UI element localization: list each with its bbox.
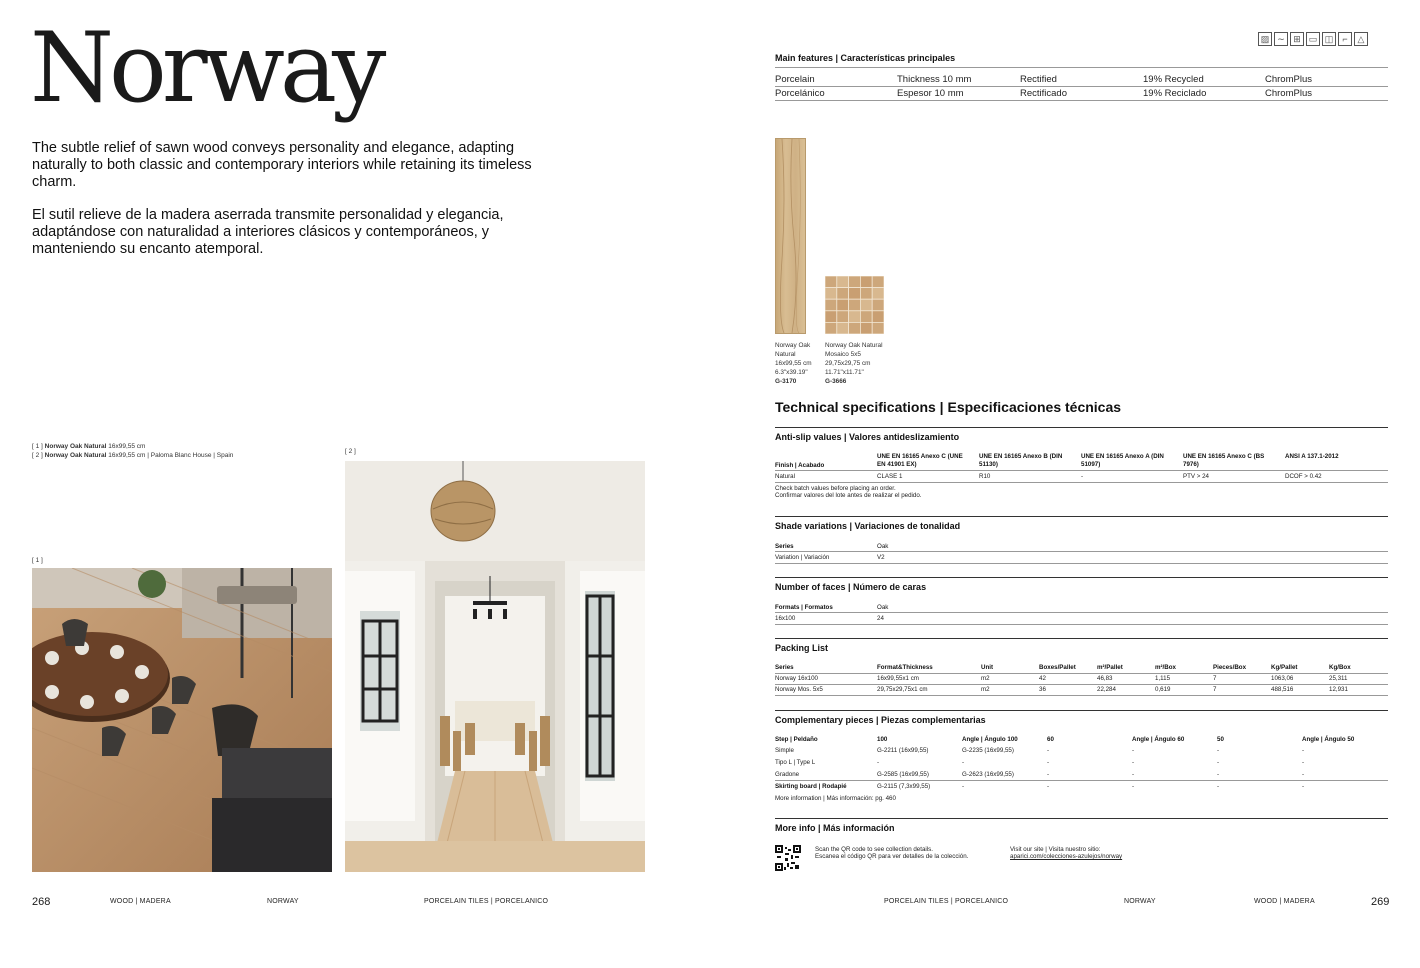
feature-technology: ChromPlus [1265,74,1312,85]
complementary-cell: - [1047,771,1050,778]
tech-specs-title: Technical specifications | Especificaciones técnicas [775,399,1122,415]
footer-right-material: PORCELAIN TILES | PORCELANICO [884,898,1009,905]
packing-cell: 7 [1213,686,1217,693]
tile-pattern-icon: ▨ [1258,32,1272,46]
swatch-2-caption [825,341,883,386]
complementary-header: Step | Peldaño [775,736,818,743]
complementary-cell: G-2211 (16x99,55) [877,747,929,754]
skirting-cell: - [1302,783,1305,790]
swatch-plank [775,138,806,334]
packing-header: Boxes/Pallet [1039,664,1076,671]
packing-cell: m2 [981,675,990,682]
antislip-note-en: Check batch values before placing an order. [775,485,896,492]
complementary-cell: - [1217,759,1220,766]
complementary-cell: - [1047,759,1050,766]
packing-title: Packing List [775,643,829,653]
complementary-cell: Tipo L | Type L [775,759,816,766]
page-number-left: 268 [32,896,51,908]
shade-cell: V2 [877,554,885,561]
antislip-title: Anti-slip values | Valores antideslizamiento [775,432,960,442]
antislip-cell: DCOF > 0.42 [1285,473,1322,480]
packing-header: Format&Thickness [877,664,933,671]
packing-cell: 46,83 [1097,675,1113,682]
footer-left-collection: NORWAY [267,898,299,905]
swatch-1-caption [775,341,812,386]
divider [775,516,1388,517]
antislip-header-bs: UNE EN 16165 Anexo C (BS 7976) [1183,453,1265,468]
skirting-cell: - [962,783,965,790]
packing-cell: 1,115 [1155,675,1171,682]
site-link[interactable]: aparici.com/colecciones-azulejos/norway [1010,853,1123,860]
complementary-cell: - [1047,747,1050,754]
complementary-header: Angle | Ángulo 60 [1132,736,1185,743]
divider [775,624,1388,625]
qr-text-en: Scan the QR code to see collection details. [815,846,933,853]
swatch-1-name: Norway Oak [775,342,811,349]
shade-header-series: Series [775,543,794,550]
complementary-cell: - [1302,771,1305,778]
divider [775,710,1388,711]
antislip-cell: PTV > 24 [1183,473,1209,480]
packing-cell: 488,516 [1271,686,1294,693]
packing-cell: 16x99,55x1 cm [877,675,919,682]
divider [775,100,1388,101]
divider [775,695,1388,696]
outdoor-icon: △ [1354,32,1368,46]
complementary-cell: - [1132,771,1135,778]
caption-2-tag: [ 2 ] [32,452,43,459]
complementary-header: Angle | Ángulo 100 [962,736,1018,743]
caption-1 [32,442,145,451]
faces-cell: 24 [877,615,884,622]
swatch-2-name: Norway Oak Natural [825,342,883,349]
usage-icons [1258,32,1368,46]
photo-hallway-dining [345,461,645,872]
page-number-right: 269 [1371,896,1390,908]
complementary-cell: - [1217,747,1220,754]
divider [775,638,1388,639]
wave-icon: ∼ [1274,32,1288,46]
wall-icon: ◫ [1322,32,1336,46]
swatch-1-code: G-3170 [775,378,797,385]
packing-cell: 22,284 [1097,686,1116,693]
feature-material: Porcelain [775,74,815,85]
antislip-header-c: UNE EN 16165 Anexo C (UNE EN 41901 EX) [877,453,963,468]
photo-2-tag: [ 2 ] [345,448,356,455]
shade-cell: Variation | Variación [775,554,830,561]
more-info-title: More info | Más información [775,823,895,833]
complementary-cell: Gradone [775,771,800,778]
antislip-header-finish: Finish | Acabado [775,462,825,469]
divider [775,780,1388,781]
swatch-2-format: Mosaico 5x5 [825,351,861,358]
complementary-more: More information | Más información: pg. 460 [775,795,896,802]
divider [775,612,1388,613]
packing-header: Kg/Pallet [1271,664,1298,671]
divider [775,684,1388,685]
complementary-cell: G-2623 (16x99,55) [962,771,1014,778]
packing-header: m²/Box [1155,664,1176,671]
packing-cell: 7 [1213,675,1217,682]
caption-2-detail: 16x99,55 cm | Paloma Blanc House | Spain [108,452,234,459]
divider [775,482,1388,483]
divider [775,67,1388,68]
footer-right-collection: NORWAY [1124,898,1156,905]
divider [775,563,1388,564]
feature-technology-es: ChromPlus [1265,88,1312,99]
divider [775,818,1388,819]
complementary-cell: - [1132,759,1135,766]
footer-left-category: WOOD | MADERA [110,898,171,905]
antislip-note-es: Confirmar valores del lote antes de realizar el pedido. [775,492,922,499]
complementary-cell: - [1217,771,1220,778]
skirting-cell: G-2115 (7,3x99,55) [877,783,931,790]
complementary-header: Angle | Ángulo 50 [1302,736,1355,743]
swatch-1-size-cm: 16x99,55 cm [775,360,812,367]
antislip-cell: R10 [979,473,991,480]
complementary-title: Complementary pieces | Piezas complementarias [775,715,986,725]
antislip-cell: CLASE 1 [877,473,903,480]
complementary-cell: Simple [775,747,794,754]
packing-cell: 1063,06 [1271,675,1294,682]
swatch-2-code: G-3666 [825,378,847,385]
floor-icon: ▭ [1306,32,1320,46]
complementary-cell: - [877,759,880,766]
footer-left-material: PORCELAIN TILES | PORCELANICO [424,898,549,905]
main-features-title: Main features | Características principales [775,53,956,63]
feature-thickness-es: Espesor 10 mm [897,88,964,99]
intro-spanish: El sutil relieve de la madera aserrada transmite personalidad y elegancia, adaptándose con naturalidad a interiores clásicos y contemporáneos, y manteniendo su encanto atemporal. [32,207,504,257]
packing-cell: m2 [981,686,990,693]
qr-text-es: Escanea el código QR para ver detalles de la colección. [815,853,969,860]
complementary-header: 60 [1047,736,1054,743]
skirting-cell: - [1132,783,1135,790]
complementary-cell: G-2585 (16x99,55) [877,771,929,778]
intro-english: The subtle relief of sawn wood conveys personality and elegance, adapting naturally to both classic and contemporary interiors while retaining its timeless charm. [32,140,532,190]
packing-cell: 12,931 [1329,686,1348,693]
antislip-cell: - [1081,473,1084,480]
complementary-cell: - [962,759,965,766]
complementary-cell: - [1302,747,1305,754]
feature-recycled-es: 19% Reciclado [1143,88,1207,99]
packing-header: Pieces/Box [1213,664,1247,671]
divider [775,470,1388,471]
antislip-cell: Natural [775,473,795,480]
footer-right-category: WOOD | MADERA [1254,898,1315,905]
shade-header-oak: Oak [877,543,889,550]
feature-material-es: Porcelánico [775,88,825,99]
grid-icon: ⊞ [1290,32,1304,46]
faces-title: Number of faces | Número de caras [775,582,927,592]
skirting-cell: Skirting board | Rodapié [775,783,847,790]
packing-cell: Norway 16x100 [775,675,818,682]
complementary-header: 50 [1217,736,1224,743]
divider [775,577,1388,578]
feature-recycled: 19% Recycled [1143,74,1204,85]
antislip-header-b: UNE EN 16165 Anexo B (DIN 51130) [979,453,1063,468]
swatch-1-size-in: 6.3"x39.19" [775,369,808,376]
skirting-cell: - [1217,783,1220,790]
packing-cell: 25,311 [1329,675,1348,682]
packing-header: m²/Pallet [1097,664,1123,671]
complementary-header: 100 [877,736,888,743]
divider [775,86,1388,87]
feature-thickness: Thickness 10 mm [897,74,972,85]
divider [775,551,1388,552]
swatch-1-finish: Natural [775,351,796,358]
caption-2 [32,451,233,460]
stairs-icon: ⌐ [1338,32,1352,46]
caption-1-tag: [ 1 ] [32,443,43,450]
faces-cell: 16x100 [775,615,796,622]
packing-cell: 36 [1039,686,1046,693]
caption-1-name: Norway Oak Natural [44,443,107,450]
packing-cell: 42 [1039,675,1046,682]
packing-header: Series [775,664,794,671]
divider [775,673,1388,674]
photo-dining-room [32,568,332,872]
qr-code[interactable] [775,845,801,871]
caption-1-detail: 16x99,55 cm [108,443,146,450]
complementary-cell: - [1132,747,1135,754]
antislip-header-ansi: ANSI A 137.1-2012 [1285,453,1339,460]
antislip-header-a: UNE EN 16165 Anexo A (DIN 51097) [1081,453,1164,468]
page-title: Norway [30,12,382,124]
site-label: Visit our site | Visita nuestro sitio: [1010,846,1101,853]
feature-edge-es: Rectificado [1020,88,1067,99]
swatch-2-size-cm: 29,75x29,75 cm [825,360,871,367]
swatch-2-size-in: 11.71"x11.71" [825,369,864,376]
swatch-mosaic [825,276,884,334]
photo-1-tag: [ 1 ] [32,557,43,564]
packing-cell: 0,619 [1155,686,1171,693]
complementary-cell: - [1302,759,1305,766]
caption-2-name: Norway Oak Natural [44,452,107,459]
packing-cell: Norway Mos. 5x5 [775,686,823,693]
packing-cell: 29,75x29,75x1 cm [877,686,928,693]
feature-edge: Rectified [1020,74,1057,85]
skirting-cell: - [1047,783,1050,790]
faces-header-format: Formats | Formatos [775,604,833,611]
packing-header: Kg/Box [1329,664,1351,671]
faces-header-oak: Oak [877,604,889,611]
shade-title: Shade variations | Variaciones de tonalidad [775,521,961,531]
divider [775,427,1388,428]
packing-header: Unit [981,664,994,671]
complementary-cell: G-2235 (16x99,55) [962,747,1014,754]
